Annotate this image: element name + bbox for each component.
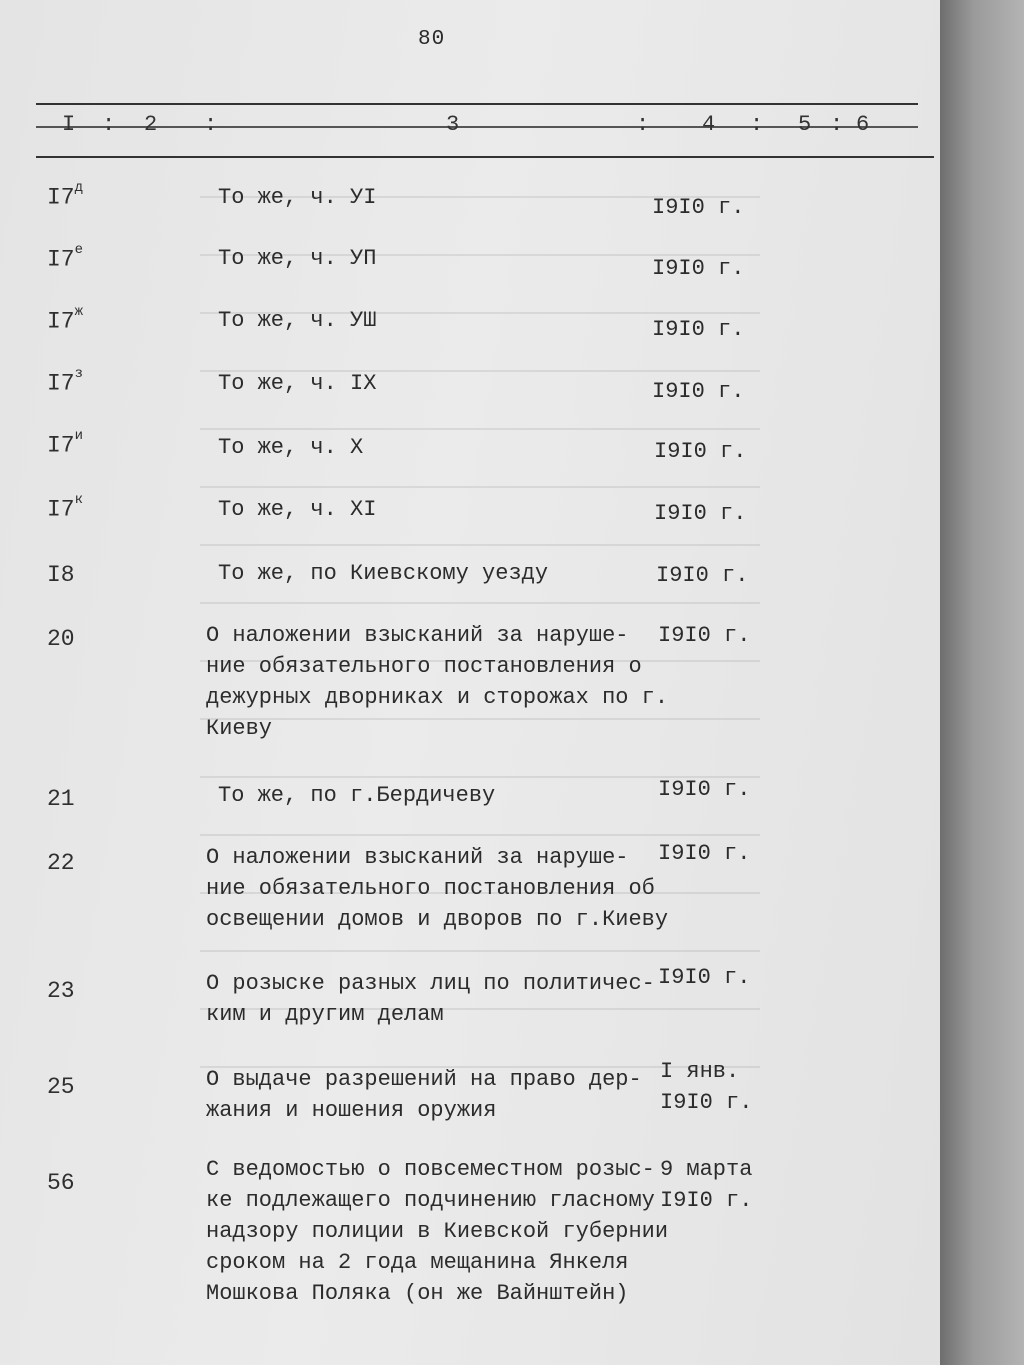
row-title: То же, по г.Бердичеву <box>218 783 496 808</box>
row-number: $I7^и$ <box>47 428 84 459</box>
page-number: 80 <box>418 28 446 51</box>
row-date: I9I0 г. <box>652 195 745 220</box>
row-number: $I7^д$ <box>47 180 84 211</box>
column-header-5: 5 <box>798 112 812 137</box>
row-number: I8 <box>47 562 75 588</box>
row-date: I9I0 г. <box>658 841 751 866</box>
row-title: То же, ч. XI <box>218 497 377 522</box>
table-rule-bottom <box>36 156 934 158</box>
row-number: 20 <box>47 626 75 652</box>
column-separator: : <box>102 112 116 137</box>
row-title: О наложении взысканий за наруше- ние обязательного постановления о дежурных дворниках и сторожах по г. Киеву <box>206 623 669 741</box>
row-title: То же, ч. IX <box>218 371 377 396</box>
column-header-3: 3 <box>446 112 460 137</box>
column-separator: : <box>750 112 764 137</box>
row-number: 21 <box>47 786 75 812</box>
row-title: То же, ч. УП <box>218 246 377 271</box>
column-separator: : <box>204 112 218 137</box>
row-number: $I7^к$ <box>47 492 84 523</box>
row-date: I9I0 г. <box>652 256 745 281</box>
row-title: О наложении взысканий за наруше- ние обязательного постановления об освещении домов и дворов по г.Киеву <box>206 845 669 932</box>
row-title: О розыске разных лиц по политичес- ким и другим делам <box>206 971 655 1027</box>
column-header-2: 2 <box>144 112 158 137</box>
row-number: $I7^е$ <box>47 242 84 273</box>
row-date: I9I0 г. <box>654 501 747 526</box>
column-header-4: 4 <box>702 112 716 137</box>
row-number: $I7^з$ <box>47 366 84 397</box>
table-rule-middle <box>36 126 918 128</box>
row-title: То же, по Киевскому уезду <box>218 561 549 586</box>
row-title: То же, ч. УI <box>218 185 377 210</box>
row-number: 56 <box>47 1170 75 1196</box>
row-date: I9I0 г. <box>658 777 751 802</box>
row-date: I9I0 г. <box>658 623 751 648</box>
column-separator: : <box>830 112 844 137</box>
column-header-1: I <box>62 112 76 137</box>
row-number: $I7^ж$ <box>47 304 84 335</box>
row-date: I9I0 г. <box>656 563 749 588</box>
row-title: То же, ч. X <box>218 435 364 460</box>
column-header-6: 6 <box>856 112 870 137</box>
page-edge-shadow <box>940 0 1024 1365</box>
row-date: I9I0 г. <box>652 317 745 342</box>
row-date: I9I0 г. <box>652 379 745 404</box>
row-date: I янв. I9I0 г. <box>660 1059 753 1115</box>
row-date: 9 марта I9I0 г. <box>660 1157 753 1213</box>
row-number: 22 <box>47 850 75 876</box>
row-number: 25 <box>47 1074 75 1100</box>
row-title: О выдаче разрешений на право дер- жания и ношения оружия <box>206 1067 642 1123</box>
row-date: I9I0 г. <box>658 965 751 990</box>
row-title: С ведомостью о повсеместном розыс- ке подлежащего подчинению гласному надзору полиции в Киевской губернии сроком на 2 года мещанина Янкеля Мошкова Поляка (он же Вайнштейн) <box>206 1157 669 1306</box>
table-rule-top <box>36 103 918 105</box>
row-number: 23 <box>47 978 75 1004</box>
row-title: То же, ч. УШ <box>218 308 377 333</box>
column-separator: : <box>636 112 650 137</box>
row-date: I9I0 г. <box>654 439 747 464</box>
